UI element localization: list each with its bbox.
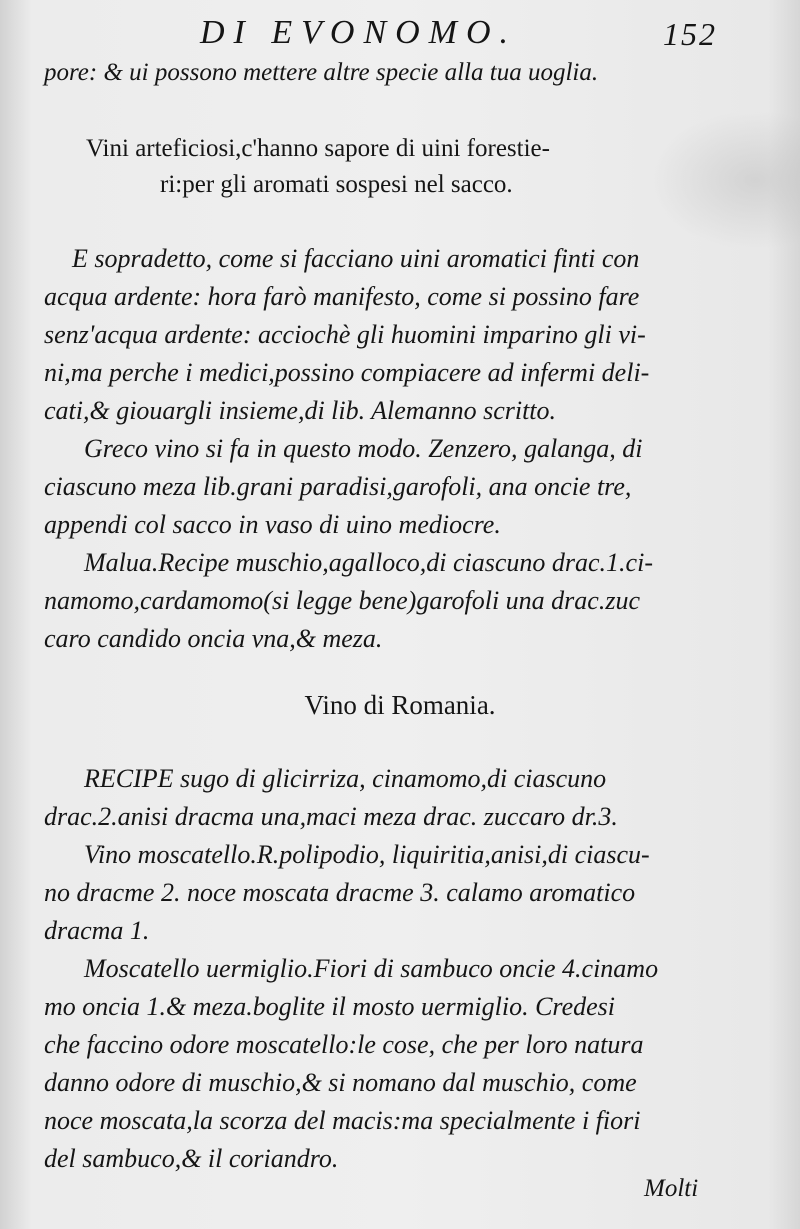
text-line: drac.2.anisi dracma una,maci meza drac. zuccaro dr.3. [44, 802, 618, 831]
text-line: namomo,cardamomo(si legge bene)garofoli una drac.zuc [44, 586, 640, 615]
text-line: noce moscata,la scorza del macis:ma specialmente i fiori [44, 1106, 641, 1135]
text-line: mo oncia 1.& meza.boglite il mosto uermiglio. Credesi [44, 992, 615, 1021]
running-head: DI EVONOMO. [200, 14, 518, 51]
section-heading: Vino di Romania. [304, 690, 496, 720]
text-line: caro candido oncia vna,& meza. [44, 624, 383, 653]
text-line: ciascuno meza lib.grani paradisi,garofoli, ana oncie tre, [44, 472, 632, 501]
text-line: dracma 1. [44, 916, 150, 945]
text-line: Malua.Recipe muschio,agalloco,di ciascuno drac.1.ci- [84, 548, 653, 577]
text-line: danno odore di muschio,& si nomano dal muschio, come [44, 1068, 637, 1097]
text-line: no dracme 2. noce moscata dracme 3. calamo aromatico [44, 878, 636, 907]
text-line: Greco vino si fa in questo modo. Zenzero, galanga, di [84, 434, 643, 463]
catchword: Molti [644, 1175, 699, 1202]
text-line: appendi col sacco in vaso di uino mediocre. [44, 510, 501, 539]
page-number: 152 [663, 16, 717, 52]
section-heading-line: ri:per gli aromati sospesi nel sacco. [160, 171, 513, 198]
text-line: ni,ma perche i medici,possino compiacere ad infermi deli- [44, 358, 650, 387]
text-line: senz'acqua ardente: acciochè gli huomini imparino gli vi- [44, 320, 646, 349]
text-line: E sopradetto, come si facciano uini aromatici finti con [72, 244, 640, 273]
section-heading-line: Vini arteficiosi,c'hanno sapore di uini forestie- [86, 135, 550, 162]
text-line: acqua ardente: hora farò manifesto, come si possino fare [44, 282, 640, 311]
text-line: Vino moscatello.R.polipodio, liquiritia,anisi,di ciascu- [84, 840, 650, 869]
text-line: pore: & ui possono mettere altre specie alla tua uoglia. [44, 59, 599, 86]
paper-stain [650, 110, 800, 250]
text-line: RECIPE sugo di glicirriza, cinamomo,di ciascuno [84, 764, 607, 793]
text-line: del sambuco,& il coriandro. [44, 1144, 339, 1173]
text-line: cati,& giouargli insieme,di lib. Alemanno scritto. [44, 396, 557, 425]
text-line: Moscatello uermiglio.Fiori di sambuco oncie 4.cinamo [84, 954, 659, 983]
text-line: che faccino odore moscatello:le cose, che per loro natura [44, 1030, 644, 1059]
